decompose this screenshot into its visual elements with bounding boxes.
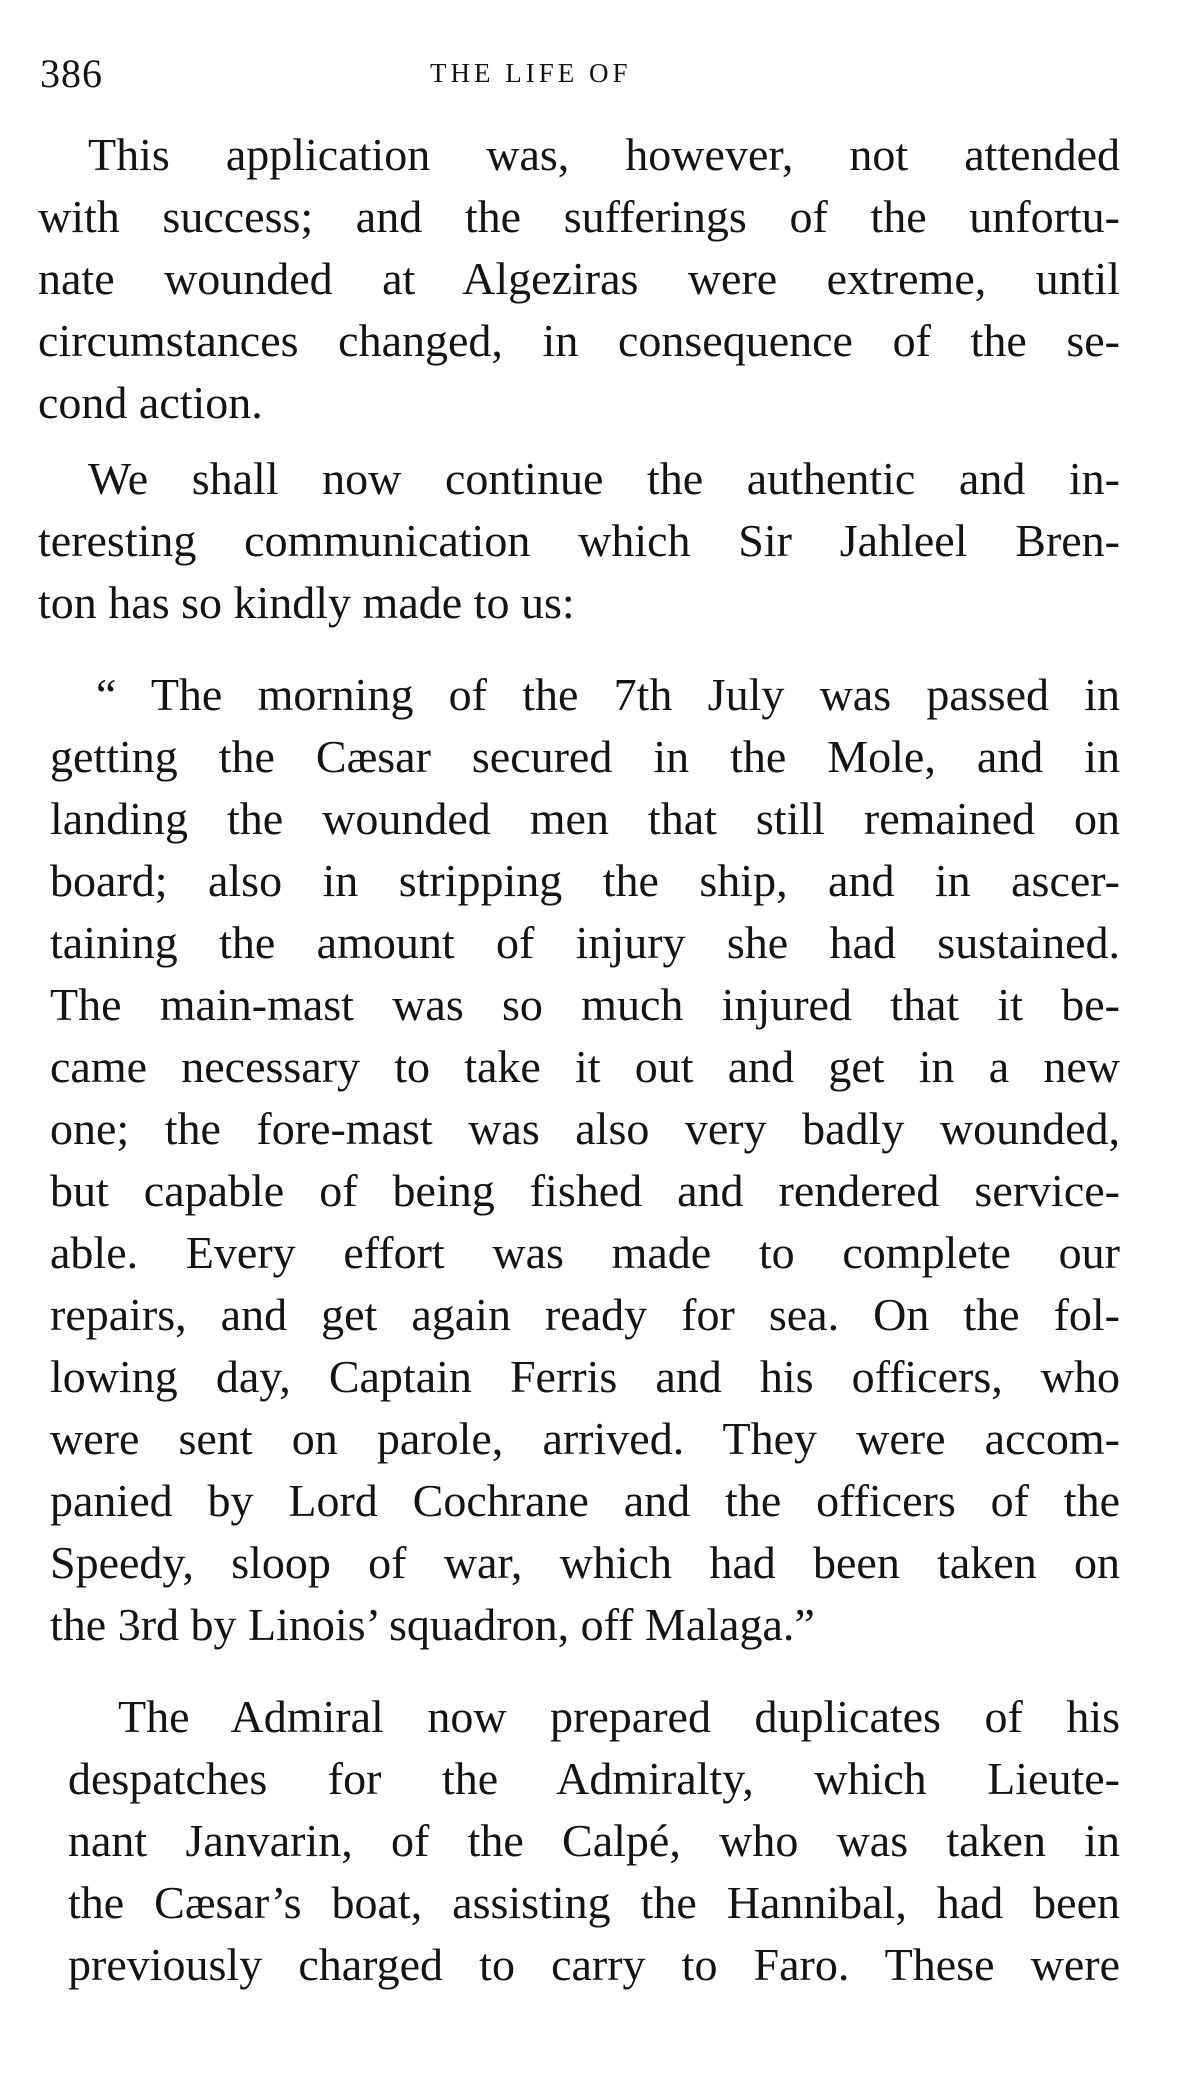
text-line: We shall now continue the authentic and in- [88, 453, 1120, 504]
text-line: nant Janvarin, of the Calpé, who was taken in [68, 1815, 1120, 1866]
text-line: circumstances changed, in consequence of the se- [38, 315, 1120, 366]
text-line: with success; and the sufferings of the unfortu- [38, 191, 1120, 242]
text-line: cond action. [38, 377, 263, 428]
text-line: getting the Cæsar secured in the Mole, and in [50, 731, 1120, 782]
paragraph-1 [38, 124, 1120, 434]
text-line: able. Every effort was made to complete our [50, 1227, 1120, 1278]
text-line: panied by Lord Cochrane and the officers of the [50, 1475, 1120, 1526]
quoted-paragraph [38, 664, 1120, 1656]
text-line: landing the wounded men that still remained on [50, 793, 1120, 844]
text-line: despatches for the Admiralty, which Lieute- [68, 1753, 1120, 1804]
text-line: taining the amount of injury she had sustained. [50, 917, 1120, 968]
text-line: ton has so kindly made to us: [38, 577, 575, 628]
text-line: teresting communication which Sir Jahleel Bren- [38, 515, 1120, 566]
text-line: the Cæsar’s boat, assisting the Hannibal, had been [68, 1877, 1120, 1928]
text-line: nate wounded at Algeziras were extreme, until [38, 253, 1120, 304]
text-line: one; the fore-mast was also very badly wounded, [50, 1103, 1120, 1154]
text-line: previously charged to carry to Faro. These were [68, 1939, 1120, 1990]
text-line: lowing day, Captain Ferris and his officers, who [50, 1351, 1120, 1402]
paragraph-2 [38, 448, 1120, 634]
text-line: but capable of being fished and rendered service- [50, 1165, 1120, 1216]
text-line: “ The morning of the 7th July was passed in [96, 669, 1120, 720]
text-line: repairs, and get again ready for sea. On the fol- [50, 1289, 1120, 1340]
running-head: THE LIFE OF [430, 58, 632, 88]
text-line: The main-mast was so much injured that it be- [50, 979, 1120, 1030]
text-line: board; also in stripping the ship, and in ascer- [50, 855, 1120, 906]
page-header [40, 50, 1120, 110]
paragraph-4 [38, 1686, 1120, 1996]
text-line: came necessary to take it out and get in a new [50, 1041, 1120, 1092]
text-line: the 3rd by Linois’ squadron, off Malaga.” [50, 1599, 815, 1650]
page-number: 386 [40, 51, 103, 96]
text-line: This application was, however, not attended [88, 129, 1120, 180]
text-line: The Admiral now prepared duplicates of his [118, 1691, 1120, 1742]
body-text [38, 124, 1120, 1996]
text-line: Speedy, sloop of war, which had been taken on [50, 1537, 1120, 1588]
text-line: were sent on parole, arrived. They were accom- [50, 1413, 1120, 1464]
